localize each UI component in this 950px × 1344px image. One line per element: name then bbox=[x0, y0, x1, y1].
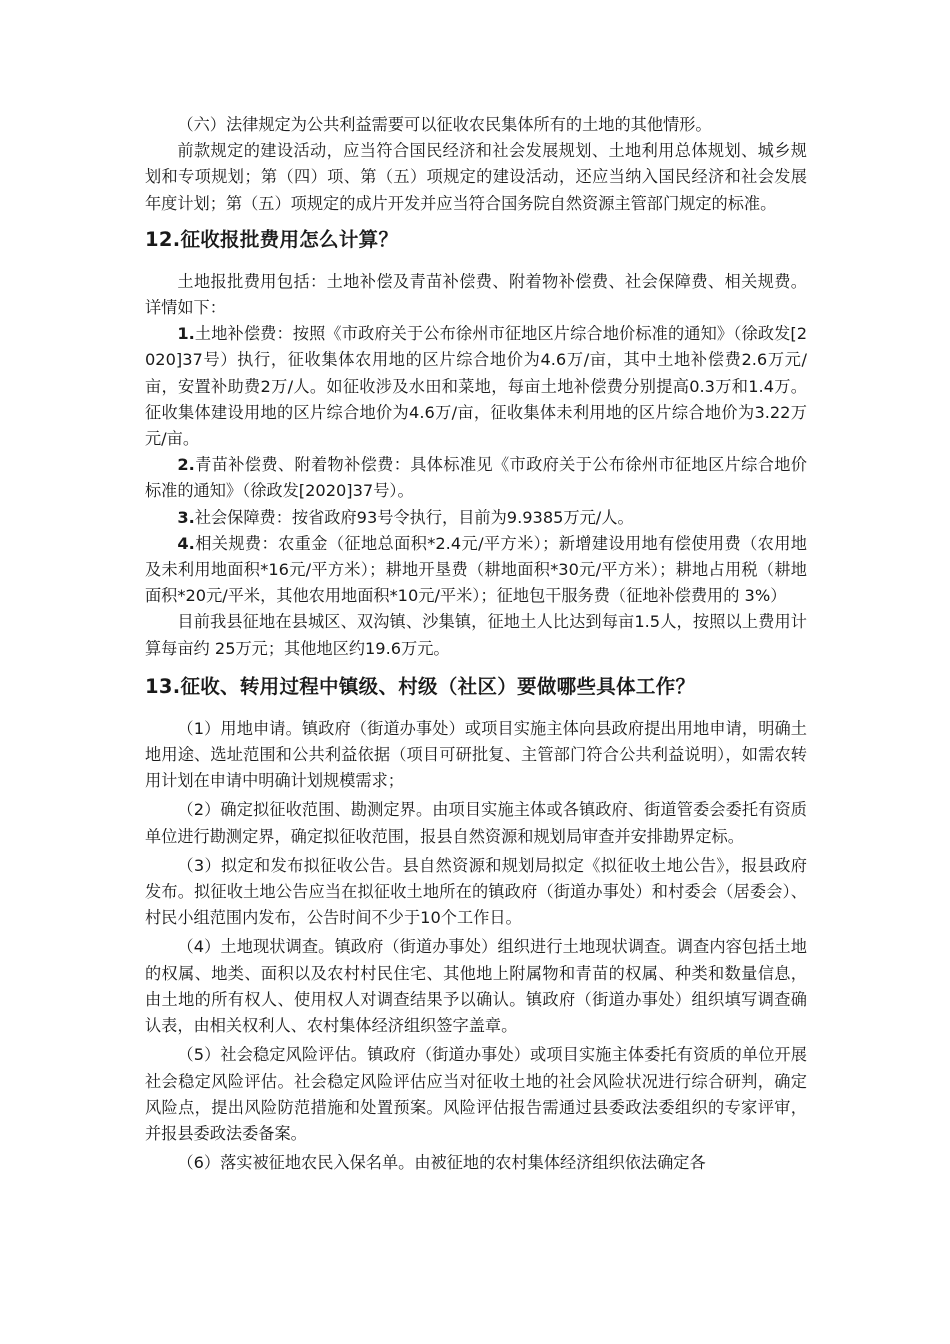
fee-item-2 bbox=[145, 452, 807, 504]
paragraph-fee-intro: 土地报批费用包括：土地补偿及青苗补偿费、附着物补偿费、社会保障费、相关规费。详情如下： bbox=[145, 271, 807, 318]
fee-item-text: 相关规费：农重金（征地总面积*2.4元/平方米）；新增建设用地有偿使用费（农用地及未利用地面积*16元/平方米）；耕地开垦费（耕地面积*30元/平方米）；耕地占用税（耕地面积*20元/平米，其他农用地面积*10元/平米）；征地包干服务费（征地补偿费用的 3%） bbox=[145, 533, 807, 606]
fee-item-1 bbox=[145, 321, 807, 452]
paragraph-fee-summary: 目前我县征地在县城区、双沟镇、沙集镇，征地土人比达到每亩1.5人，按照以上费用计算每亩约 25万元；其他地区约19.6万元。 bbox=[145, 612, 807, 658]
work-item-6: （6）落实被征地农民入保名单。由被征地的农村集体经济组织依法确定各 bbox=[177, 1153, 706, 1173]
fee-item-3 bbox=[145, 505, 807, 531]
fee-item-text: 社会保障费：按省政府93号令执行，目前为9.9385万元/人。 bbox=[194, 507, 634, 527]
work-item-4: （4）土地现状调查。镇政府（街道办事处）组织进行土地现状调查。调查内容包括土地的权属、地类、面积以及农村村民住宅、其他地上附属物和青苗的权属、种类和数量信息，由土地的所有权人、使用权人对调查结果予以确认。镇政府（街道办事处）组织填写调查确认表，由相关权利人、农村集体经济组织签字盖章。 bbox=[145, 937, 807, 1036]
work-item-2: （2）确定拟征收范围、勘测定界。由项目实施主体或各镇政府、街道管委会委托有资质单位进行勘测定界，确定拟征收范围，报县自然资源和规划局审查并安排勘界定标。 bbox=[145, 800, 807, 846]
document-body bbox=[145, 112, 807, 1176]
fee-item-number: 3. bbox=[177, 507, 195, 527]
work-item-5: （5）社会稳定风险评估。镇政府（街道办事处）或项目实施主体委托有资质的单位开展社会稳定风险评估。社会稳定风险评估应当对征收土地的社会风险状况进行综合研判，确定风险点，提出风险防范措施和处置预案。风险评估报告需通过县委政法委组织的专家评审，并报县委政法委备案。 bbox=[145, 1045, 807, 1143]
paragraph-construction-rules: 前款规定的建设活动，应当符合国民经济和社会发展规划、土地利用总体规划、城乡规划和专项规划；第（四）项、第（五）项规定的建设活动，还应当纳入国民经济和社会发展年度计划；第（五）项规定的成片开发并应当符合国务院自然资源主管部门规定的标准。 bbox=[145, 141, 807, 213]
fee-item-4 bbox=[145, 531, 807, 610]
fee-item-text: 土地补偿费：按照《市政府关于公布徐州市征地区片综合地价标准的通知》（徐政发[2020]37号）执行，征收集体农用地的区片综合地价为4.6万/亩，其中土地补偿费2.6万元/亩，安置补助费2万/人。如征收涉及水田和菜地，每亩土地补偿费分别提高0.3万和1.4万。征收集体建设用地的区片综合地价为4.6万/亩，征收集体未利用地的区片综合地价为3.22万元/亩。 bbox=[145, 324, 807, 449]
paragraph-item-6: （六）法律规定为公共利益需要可以征收农民集体所有的土地的其他情形。 bbox=[177, 115, 712, 134]
heading-13: 13.征收、转用过程中镇级、村级（社区）要做哪些具体工作？ bbox=[145, 674, 696, 698]
fee-item-number: 4. bbox=[177, 533, 195, 553]
fee-item-number: 1. bbox=[177, 324, 195, 344]
fee-item-number: 2. bbox=[177, 455, 195, 475]
heading-12: 12.征收报批费用怎么计算？ bbox=[145, 227, 399, 251]
fee-item-text: 青苗补偿费、附着物补偿费：具体标准见《市政府关于公布徐州市征地区片综合地价标准的通知》（徐政发[2020]37号）。 bbox=[145, 455, 807, 501]
work-item-3: （3）拟定和发布拟征收公告。县自然资源和规划局拟定《拟征收土地公告》，报县政府发布。拟征收土地公告应当在拟征收土地所在的镇政府（街道办事处）和村委会（居委会）、村民小组范围内发布，公告时间不少于10个工作日。 bbox=[145, 855, 807, 928]
work-item-1: （1）用地申请。镇政府（街道办事处）或项目实施主体向县政府提出用地申请，明确土地用途、选址范围和公共利益依据（项目可研批复、主管部门符合公共利益说明），如需农转用计划在申请中明确计划规模需求； bbox=[145, 718, 807, 791]
